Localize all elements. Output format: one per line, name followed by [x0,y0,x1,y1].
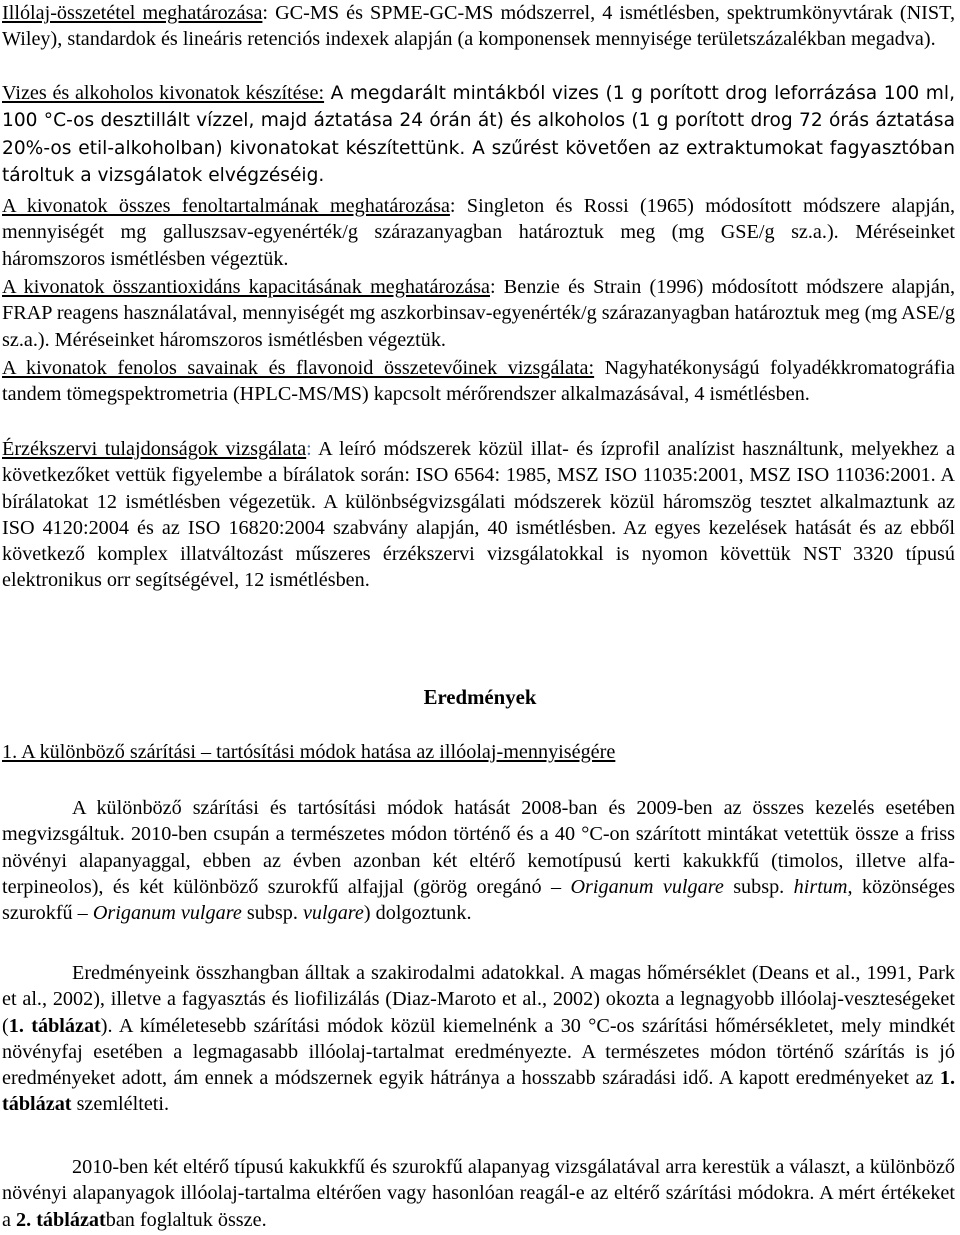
method-phenol [2,193,955,272]
table-reference: 1. táblázat [8,1014,101,1037]
text-run: subsp. [723,875,794,898]
results-paragraph-1 [2,795,955,926]
method-text: : Benzie és Strain (1996) módosított módszere alapján, FRAP reagens használatával, mennyiségét mg aszkorbinsav-egyenérték/g szárazanyagban határoztuk meg (mg ASE/g sz.a.). Méréseinket háromszoros ismétlésben végeztük. [2,276,955,351]
method-text: A megdarált mintákból vizes (1 g porított drog leforrázása 100 ml, 100 °C-os desztillált vízzel, majd áztatása 24 órán át) és alkoholos (1 g porított drog 72 órás áztatása 20%-os etil-alkoholban) kivonatokat készítettünk. A szűrést követően az extraktumokat fagyasztóban tároltuk a vizsgálatok elvégzéséig. [2,83,955,186]
species-name: Origanum vulgare [570,875,724,898]
method-colon: : [306,438,312,460]
method-antioxidant [2,274,955,353]
subspecies-name: hirtum [793,875,848,898]
method-text: : GC-MS és SPME-GC-MS módszerrel, 4 ismétlésben, spektrumkönyvtárak (NIST, Wiley), standardok és lineáris retenciós indexek alapján (a komponensek mennyisége területszázalékban megadva). [2,2,956,51]
text-run: ban foglaltuk össze. [105,1208,267,1231]
table-reference: 1. táblázat [2,1067,955,1116]
method-text: Nagyhatékonyságú folyadékkromatográfia tandem tömegspektrometria (HPLC-MS/MS) kapcsolt mérőrendszer alkalmazásával, 4 ismétlésben. [2,357,955,406]
text-run: , közönséges szurokfű – [2,875,956,925]
text-run: ). A kíméletesebb szárítási módok közül kiemelnénk a 30 °C-os szárítási hőmérsékletet, mely mindkét növényfaj esetében a legmagasabb illóolaj-tartalmat eredményezte. A természetes módon történő szárítás is jó eredményeket adott, ám ennek a módszernek egyik hátránya a hosszabb száradási idő. A kapott eredményeket az [2,1014,955,1090]
section-heading: 1. A különböző szárítási – tartósítási módok hatása az illóolaj-mennyiségére [2,741,616,763]
text-run: A különböző szárítási és tartósítási módok hatását 2008-ban és 2009-ben az összes kezelés esetében megvizsgáltuk. 2010-ben csupán a természetes módon történő és a 40 °C-on szárított mintákat vetettük össze a friss növényi alapanyaggal, ebben az évben azonban két eltérő kemotípusú kerti kakukkfű (timolos, illetve alfa-terpineolos), és két különböző szurokfű alfajjal (görög oregánó – [2,797,955,898]
species-name: Origanum vulgare [92,902,242,925]
method-label: A kivonatok fenolos savainak és flavonoid összetevőinek vizsgálata: [2,357,595,379]
text-run: Eredményeink összhangban álltak a szakirodalmi adatokkal. A magas hőmérséklet (Deans et al., 1991, Park et al., 2002), illetve a fagyasztás és liofilizálás (Diaz-Maroto et al., 2002) okozta a legnagyobb illóolaj-veszteségeket ( [2,962,955,1037]
text-run: ) dolgoztunk. [363,902,472,925]
results-paragraph-2 [2,960,955,1118]
text-run: subsp. [241,902,303,925]
method-label: Vizes és alkoholos kivonatok készítése: [2,82,325,104]
method-phenolic-acids [2,355,955,408]
method-label: A kivonatok összantioxidáns kapacitásának meghatározása [2,276,490,298]
method-extracts [2,80,955,189]
results-paragraph-3 [2,1154,955,1233]
method-label: Illólaj-összetétel meghatározása [2,2,263,24]
method-label: A kivonatok összes fenoltartalmának meghatározása [2,195,450,217]
method-text: : Singleton és Rossi (1965) módosított módszere alapján, mennyiségét mg galluszsav-egyenérték/g szárazanyagban határoztuk meg (mg GSE/g sz.a.). Méréseinket háromszoros ismétlésben végeztük. [2,195,955,270]
text-run: szemlélteti. [71,1093,170,1116]
method-text: A leíró módszerek közül illat- és ízprofil analízist használtunk, melyekhez a következőket vettük figyelembe a bírálatok során: ISO 6564: 1985, MSZ ISO 11035:2001, MSZ ISO 11036:2001. A bírálatokat 12 ismétlésben végezetük. A különbségvizsgálati módszerek közül háromszög tesztet alkalmaztunk az ISO 4120:2004 és az ISO 16820:2004 szabvány alapján, 40 ismétlésben. Az egyes kezelések hatását és az ebből következő komplex illatváltozást műszeres érzékszervi vizsgálatokkal is nyomon követtük NST 3320 típusú elektronikus orr segítségével, 12 ismétlésben. [2,438,955,592]
method-essential-oil [2,0,955,53]
method-label: Érzékszervi tulajdonságok vizsgálata [2,438,307,460]
results-title: Eredmények [423,686,537,709]
text-run: 2010-ben két eltérő típusú kakukkfű és szurokfű alapanyag vizsgálatával arra kerestük a választ, a különböző növényi alapanyagok illóolaj-tartalma eltérően vagy hasonlóan reagál-e az eltérő szárítási módokra. A mért értékeket a [2,1156,955,1231]
method-sensory [2,436,955,594]
subspecies-name: vulgare [302,902,364,925]
table-reference: 2. táblázat [16,1208,106,1231]
